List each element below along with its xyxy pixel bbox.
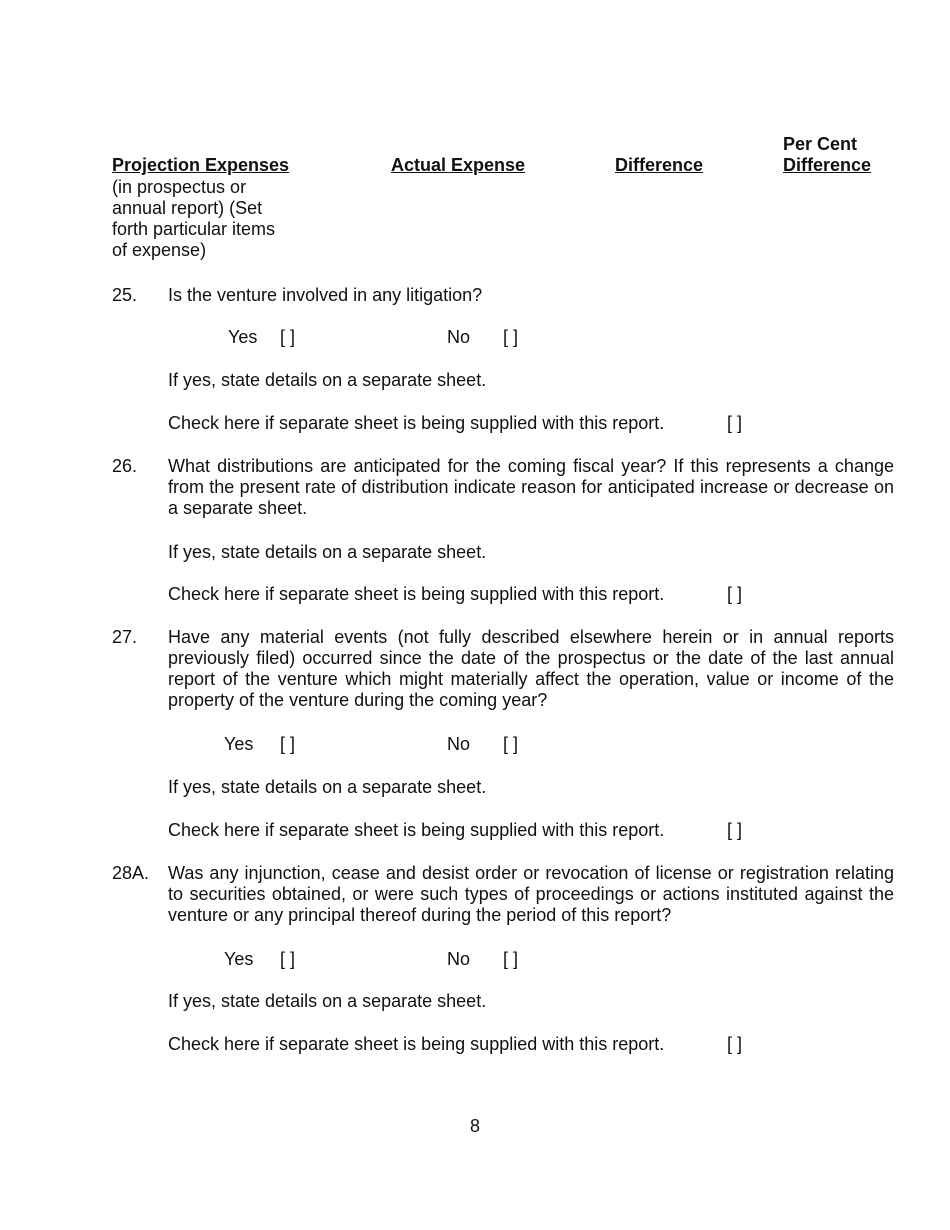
question-text: Is the venture involved in any litigation? xyxy=(168,285,483,305)
yes-label: Yes xyxy=(224,949,254,969)
separate-sheet-instruction: Check here if separate sheet is being supplied with this report. xyxy=(168,820,665,840)
details-instruction: If yes, state details on a separate sheet. xyxy=(168,991,487,1011)
question-text: Have any material events (not fully described elsewhere herein or in annual reports previously filed) occurred since the date of the prospectus or the date of the last annual report of the venture which might materially affect the operation, value or income of the property of the venture during the coming year? xyxy=(168,627,894,710)
separate-sheet-instruction: Check here if separate sheet is being supplied with this report. xyxy=(168,1034,665,1054)
col-percent-difference-header-top: Per Cent xyxy=(783,134,858,154)
separate-sheet-checkbox[interactable]: [ ] xyxy=(727,1034,743,1054)
separate-sheet-checkbox[interactable]: [ ] xyxy=(727,820,743,840)
no-label: No xyxy=(447,949,471,969)
yes-label: Yes xyxy=(228,327,258,347)
col-actual-expense-header: Actual Expense xyxy=(391,155,526,175)
no-checkbox[interactable]: [ ] xyxy=(503,327,519,347)
yes-checkbox[interactable]: [ ] xyxy=(280,949,296,969)
question-number: 25. xyxy=(112,285,138,305)
separate-sheet-instruction: Check here if separate sheet is being supplied with this report. xyxy=(168,584,665,604)
yes-label: Yes xyxy=(224,734,254,754)
yes-checkbox[interactable]: [ ] xyxy=(280,734,296,754)
page-number: 8 xyxy=(469,1116,480,1136)
question-text: What distributions are anticipated for the coming fiscal year? If this represents a change from the present rate of distribution indicate reason for anticipated increase or decrease on a separate sheet. xyxy=(168,456,894,518)
no-label: No xyxy=(447,734,471,754)
col-projection-expenses-note: (in prospectus or annual report) (Set forth particular items of expense) xyxy=(112,177,276,260)
question-text: Was any injunction, cease and desist order or revocation of license or registration relating to securities obtained, or were such types of proceedings or actions instituted against the venture or any principal thereof during the period of this report? xyxy=(168,863,894,925)
no-checkbox[interactable]: [ ] xyxy=(503,949,519,969)
question-number: 26. xyxy=(112,456,138,476)
question-number: 27. xyxy=(112,627,138,647)
no-checkbox[interactable]: [ ] xyxy=(503,734,519,754)
no-label: No xyxy=(447,327,471,347)
separate-sheet-checkbox[interactable]: [ ] xyxy=(727,413,743,433)
separate-sheet-checkbox[interactable]: [ ] xyxy=(727,584,743,604)
col-difference-header: Difference xyxy=(615,155,704,175)
col-percent-difference-header-bottom: Difference xyxy=(783,155,872,175)
details-instruction: If yes, state details on a separate sheet. xyxy=(168,542,487,562)
col-projection-expenses-header: Projection Expenses xyxy=(112,155,290,175)
separate-sheet-instruction: Check here if separate sheet is being supplied with this report. xyxy=(168,413,665,433)
yes-checkbox[interactable]: [ ] xyxy=(280,327,296,347)
question-number: 28A. xyxy=(112,863,150,883)
details-instruction: If yes, state details on a separate sheet. xyxy=(168,370,487,390)
details-instruction: If yes, state details on a separate sheet. xyxy=(168,777,487,797)
